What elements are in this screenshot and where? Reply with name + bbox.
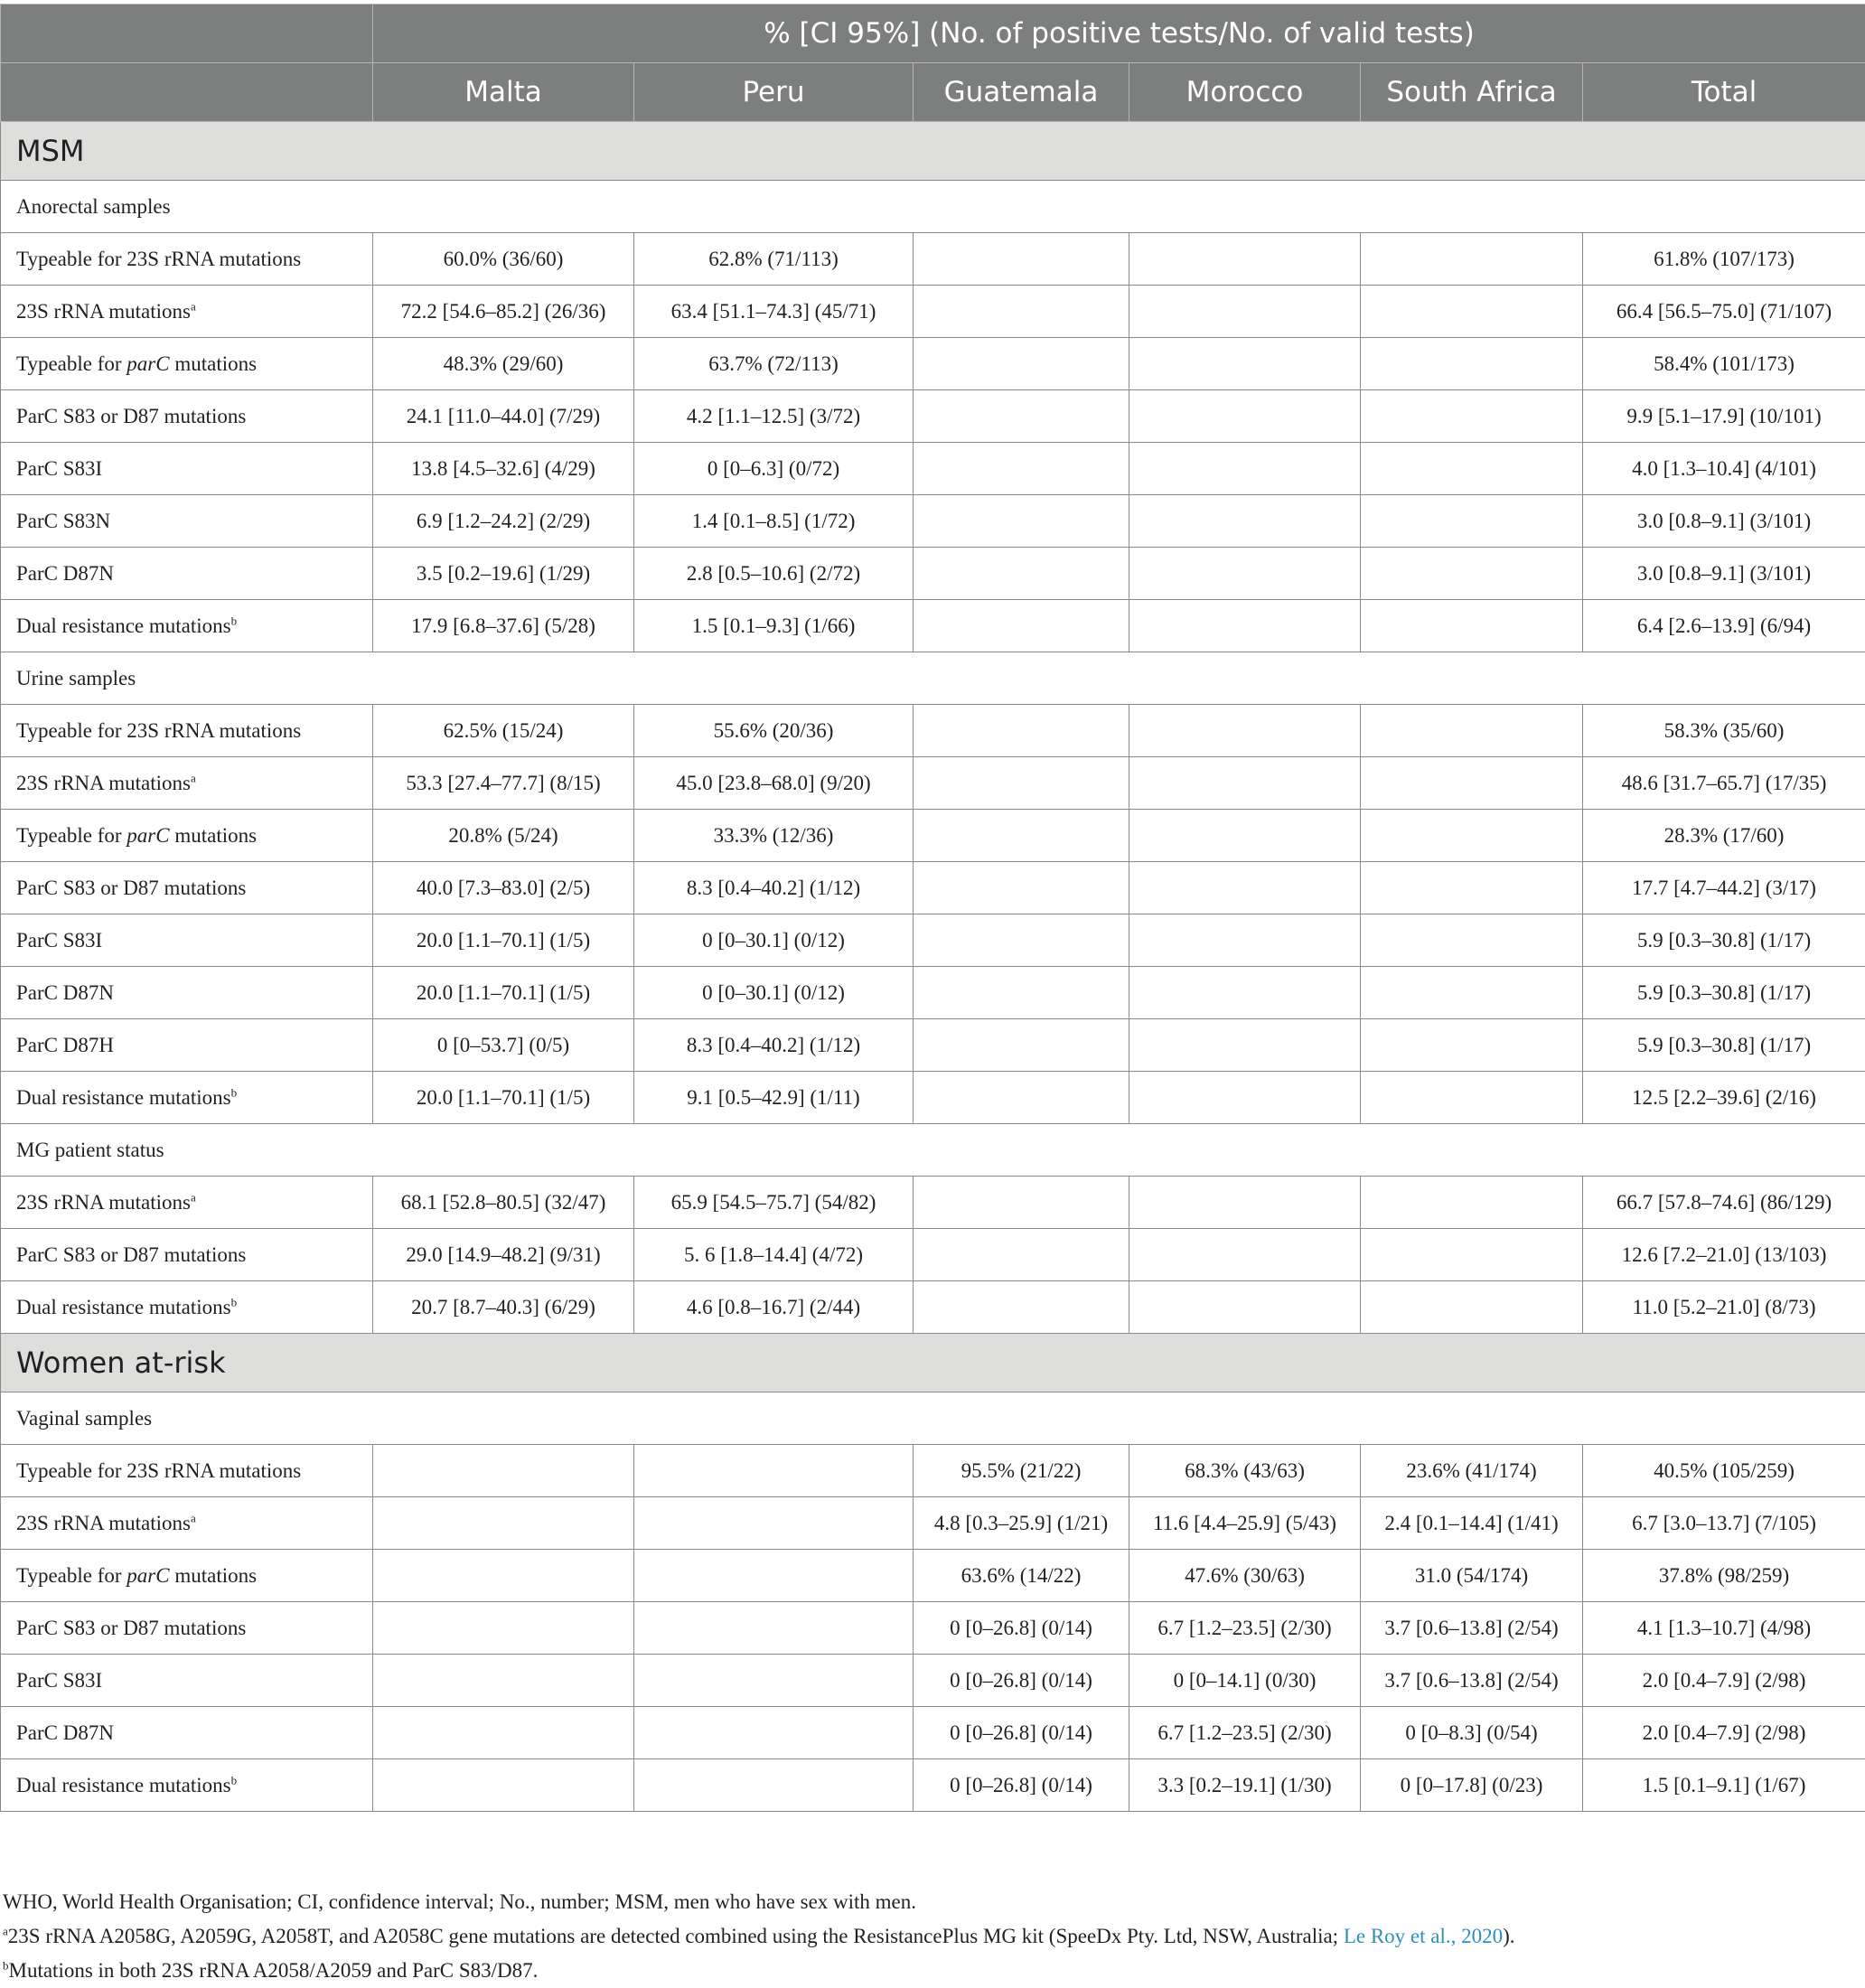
value-cell [1129, 286, 1361, 338]
section-row [1, 652, 1865, 705]
footnote-a [3, 1919, 1515, 1954]
row-label [1, 862, 373, 914]
value-cell [914, 967, 1129, 1019]
table-row [1, 600, 1865, 652]
value-cell: 4.2 [1.1–12.5] (3/72) [634, 390, 914, 443]
value-cell [1129, 338, 1361, 390]
table-footnotes [3, 1885, 1515, 1988]
value-cell [914, 443, 1129, 495]
table-row [1, 286, 1865, 338]
table-row [1, 705, 1865, 757]
value-cell [1361, 443, 1583, 495]
value-cell: 29.0 [14.9–48.2] (9/31) [373, 1229, 634, 1281]
footnote-a-mark: a [3, 1924, 8, 1937]
value-cell [634, 1445, 914, 1497]
row-label [1, 1281, 373, 1334]
value-cell: 62.8% (71/113) [634, 233, 914, 286]
value-cell: 6.4 [2.6–13.9] (6/94) [1583, 600, 1865, 652]
row-label-text: ParC S83I [16, 1669, 102, 1692]
table-row [1, 548, 1865, 600]
value-cell [914, 338, 1129, 390]
footnote-b-text: Mutations in both 23S rRNA A2058/A2059 and ParC S83/D87. [9, 1959, 539, 1982]
footnote-marker: a [191, 771, 196, 784]
value-cell [1361, 548, 1583, 600]
row-label-text: 23S rRNA mutations [16, 300, 191, 323]
value-cell [1361, 914, 1583, 967]
row-label-suffix: mutations [170, 1564, 257, 1587]
row-label-text: Typeable for [16, 1564, 127, 1587]
value-cell [914, 286, 1129, 338]
value-cell [1129, 757, 1361, 810]
value-cell [1361, 967, 1583, 1019]
row-label-text: ParC S83 or D87 mutations [16, 1243, 246, 1266]
table-row [1, 338, 1865, 390]
group-title: MSM [1, 122, 1865, 181]
value-cell: 1.5 [0.1–9.1] (1/67) [1583, 1759, 1865, 1812]
footnote-marker: a [191, 1511, 196, 1524]
citation-link[interactable]: Le Roy et al., 2020 [1344, 1925, 1503, 1947]
value-cell: 6.9 [1.2–24.2] (2/29) [373, 495, 634, 548]
value-cell: 40.5% (105/259) [1583, 1445, 1865, 1497]
value-cell [1129, 1229, 1361, 1281]
row-label [1, 967, 373, 1019]
value-cell [914, 600, 1129, 652]
value-cell [914, 1019, 1129, 1072]
row-label [1, 914, 373, 967]
value-cell: 24.1 [11.0–44.0] (7/29) [373, 390, 634, 443]
row-label-text: Typeable for 23S rRNA mutations [16, 719, 301, 742]
value-cell: 40.0 [7.3–83.0] (2/5) [373, 862, 634, 914]
value-cell [914, 1177, 1129, 1229]
value-cell: 5.9 [0.3–30.8] (1/17) [1583, 967, 1865, 1019]
value-cell: 4.1 [1.3–10.7] (4/98) [1583, 1602, 1865, 1655]
row-label [1, 1445, 373, 1497]
footnote-abbreviations: WHO, World Health Organisation; CI, confidence interval; No., number; MSM, men who have sex with men. [3, 1885, 1515, 1919]
value-cell [373, 1550, 634, 1602]
value-cell [1129, 1072, 1361, 1124]
row-label-text: ParC D87H [16, 1034, 114, 1056]
value-cell [1129, 443, 1361, 495]
section-title: Anorectal samples [1, 181, 1865, 233]
value-cell: 12.6 [7.2–21.0] (13/103) [1583, 1229, 1865, 1281]
value-cell [914, 1072, 1129, 1124]
row-label-text: 23S rRNA mutations [16, 1512, 191, 1534]
value-cell [373, 1759, 634, 1812]
value-cell [373, 1602, 634, 1655]
value-cell [373, 1497, 634, 1550]
row-label [1, 1602, 373, 1655]
value-cell [914, 810, 1129, 862]
value-cell: 0 [0–17.8] (0/23) [1361, 1759, 1583, 1812]
table-row [1, 810, 1865, 862]
span-title: % [CI 95%] (No. of positive tests/No. of valid tests) [373, 5, 1865, 63]
value-cell [1129, 862, 1361, 914]
value-cell: 4.8 [0.3–25.9] (1/21) [914, 1497, 1129, 1550]
value-cell [1129, 600, 1361, 652]
row-label-text: Dual resistance mutations [16, 1774, 231, 1796]
value-cell: 2.8 [0.5–10.6] (2/72) [634, 548, 914, 600]
table-row [1, 1177, 1865, 1229]
table-header [1, 5, 1865, 122]
table-row [1, 1072, 1865, 1124]
value-cell [914, 233, 1129, 286]
value-cell: 23.6% (41/174) [1361, 1445, 1583, 1497]
row-label-text: Typeable for 23S rRNA mutations [16, 1459, 301, 1482]
row-label-text: ParC S83I [16, 457, 102, 480]
value-cell: 1.4 [0.1–8.5] (1/72) [634, 495, 914, 548]
value-cell: 45.0 [23.8–68.0] (9/20) [634, 757, 914, 810]
row-label [1, 1497, 373, 1550]
value-cell: 0 [0–53.7] (0/5) [373, 1019, 634, 1072]
row-label [1, 705, 373, 757]
value-cell: 33.3% (12/36) [634, 810, 914, 862]
section-row [1, 181, 1865, 233]
section-title: Urine samples [1, 652, 1865, 705]
value-cell [1361, 286, 1583, 338]
row-label-text: ParC D87N [16, 562, 114, 585]
row-label-text: ParC D87N [16, 1721, 114, 1744]
corner-cell [1, 63, 373, 122]
section-title: MG patient status [1, 1124, 1865, 1177]
footnote-b [3, 1954, 1515, 1988]
footnote-marker: a [191, 1190, 196, 1204]
row-label [1, 757, 373, 810]
value-cell [1361, 495, 1583, 548]
value-cell [634, 1497, 914, 1550]
row-label [1, 233, 373, 286]
col-header-malta: Malta [373, 63, 634, 122]
value-cell: 4.0 [1.3–10.4] (4/101) [1583, 443, 1865, 495]
footnote-marker: a [191, 299, 196, 313]
row-label-text: ParC S83 or D87 mutations [16, 405, 246, 427]
value-cell [1361, 338, 1583, 390]
value-cell [914, 705, 1129, 757]
value-cell: 5. 6 [1.8–14.4] (4/72) [634, 1229, 914, 1281]
value-cell: 20.7 [8.7–40.3] (6/29) [373, 1281, 634, 1334]
section-row [1, 1393, 1865, 1445]
value-cell [1129, 810, 1361, 862]
row-label [1, 600, 373, 652]
table-row [1, 1445, 1865, 1497]
value-cell: 0 [0–26.8] (0/14) [914, 1707, 1129, 1759]
row-label [1, 338, 373, 390]
value-cell: 11.0 [5.2–21.0] (8/73) [1583, 1281, 1865, 1334]
table-row [1, 967, 1865, 1019]
value-cell [1129, 233, 1361, 286]
table-row [1, 862, 1865, 914]
table-row [1, 443, 1865, 495]
row-label-text: Dual resistance mutations [16, 1086, 231, 1109]
row-label-text: 23S rRNA mutations [16, 772, 191, 794]
table-row [1, 1759, 1865, 1812]
table-row [1, 1707, 1865, 1759]
value-cell [914, 1281, 1129, 1334]
value-cell: 3.3 [0.2–19.1] (1/30) [1129, 1759, 1361, 1812]
value-cell: 3.0 [0.8–9.1] (3/101) [1583, 548, 1865, 600]
row-label-text: ParC S83N [16, 510, 110, 532]
table-row [1, 1229, 1865, 1281]
value-cell [1129, 1177, 1361, 1229]
value-cell: 6.7 [1.2–23.5] (2/30) [1129, 1707, 1361, 1759]
value-cell [1129, 548, 1361, 600]
col-header-total: Total [1583, 63, 1865, 122]
value-cell: 53.3 [27.4–77.7] (8/15) [373, 757, 634, 810]
value-cell [914, 914, 1129, 967]
row-label [1, 1229, 373, 1281]
footnote-marker: b [231, 1085, 238, 1099]
value-cell: 2.4 [0.1–14.4] (1/41) [1361, 1497, 1583, 1550]
value-cell: 20.0 [1.1–70.1] (1/5) [373, 967, 634, 1019]
value-cell: 63.6% (14/22) [914, 1550, 1129, 1602]
value-cell [1361, 1019, 1583, 1072]
value-cell: 3.5 [0.2–19.6] (1/29) [373, 548, 634, 600]
value-cell: 66.4 [56.5–75.0] (71/107) [1583, 286, 1865, 338]
row-label [1, 1759, 373, 1812]
value-cell [914, 548, 1129, 600]
value-cell [1361, 810, 1583, 862]
value-cell: 48.6 [31.7–65.7] (17/35) [1583, 757, 1865, 810]
value-cell: 68.1 [52.8–80.5] (32/47) [373, 1177, 634, 1229]
value-cell [373, 1655, 634, 1707]
value-cell: 12.5 [2.2–39.6] (2/16) [1583, 1072, 1865, 1124]
value-cell [373, 1707, 634, 1759]
value-cell: 72.2 [54.6–85.2] (26/36) [373, 286, 634, 338]
value-cell: 3.7 [0.6–13.8] (2/54) [1361, 1655, 1583, 1707]
value-cell [914, 1229, 1129, 1281]
row-label [1, 1072, 373, 1124]
value-cell: 0 [0–26.8] (0/14) [914, 1759, 1129, 1812]
col-header-peru: Peru [634, 63, 914, 122]
col-header-south-africa: South Africa [1361, 63, 1583, 122]
value-cell [373, 1445, 634, 1497]
value-cell [1361, 705, 1583, 757]
value-cell [1129, 495, 1361, 548]
row-label-text: Dual resistance mutations [16, 614, 231, 637]
value-cell [1361, 1072, 1583, 1124]
table-row [1, 1655, 1865, 1707]
footnote-a-text: 23S rRNA A2058G, A2059G, A2058T, and A2058C gene mutations are detected combined using the ResistancePlus MG kit (SpeeDx Pty. Ltd, NSW, Australia; [8, 1925, 1344, 1947]
value-cell [1129, 705, 1361, 757]
value-cell: 0 [0–26.8] (0/14) [914, 1655, 1129, 1707]
table-row [1, 1281, 1865, 1334]
value-cell [914, 862, 1129, 914]
row-label-gene: parC [127, 352, 169, 375]
row-label-text: ParC S83 or D87 mutations [16, 1617, 246, 1639]
value-cell [1129, 1281, 1361, 1334]
row-label [1, 1019, 373, 1072]
table-row [1, 1602, 1865, 1655]
value-cell: 60.0% (36/60) [373, 233, 634, 286]
value-cell: 0 [0–8.3] (0/54) [1361, 1707, 1583, 1759]
value-cell [634, 1707, 914, 1759]
row-label-suffix: mutations [170, 824, 257, 847]
row-label [1, 548, 373, 600]
value-cell: 2.0 [0.4–7.9] (2/98) [1583, 1707, 1865, 1759]
table-body [1, 122, 1865, 1812]
table-row [1, 233, 1865, 286]
value-cell [1361, 1229, 1583, 1281]
footnote-marker: b [231, 1773, 238, 1786]
value-cell: 20.8% (5/24) [373, 810, 634, 862]
group-row [1, 1334, 1865, 1393]
row-label-text: Typeable for 23S rRNA mutations [16, 248, 301, 270]
row-label [1, 495, 373, 548]
value-cell: 6.7 [1.2–23.5] (2/30) [1129, 1602, 1361, 1655]
value-cell: 0 [0–14.1] (0/30) [1129, 1655, 1361, 1707]
row-label [1, 1550, 373, 1602]
row-label [1, 1707, 373, 1759]
value-cell: 0 [0–26.8] (0/14) [914, 1602, 1129, 1655]
value-cell: 5.9 [0.3–30.8] (1/17) [1583, 1019, 1865, 1072]
value-cell [1129, 390, 1361, 443]
row-label-text: ParC S83I [16, 929, 102, 952]
value-cell: 37.8% (98/259) [1583, 1550, 1865, 1602]
value-cell: 58.3% (35/60) [1583, 705, 1865, 757]
value-cell [1361, 862, 1583, 914]
value-cell [1361, 757, 1583, 810]
value-cell: 17.9 [6.8–37.6] (5/28) [373, 600, 634, 652]
value-cell [1361, 1281, 1583, 1334]
footnote-b-mark: b [3, 1958, 9, 1972]
table-row [1, 1550, 1865, 1602]
value-cell: 55.6% (20/36) [634, 705, 914, 757]
value-cell: 6.7 [3.0–13.7] (7/105) [1583, 1497, 1865, 1550]
footnote-marker: b [231, 1295, 238, 1308]
value-cell: 0 [0–30.1] (0/12) [634, 914, 914, 967]
value-cell [1129, 967, 1361, 1019]
value-cell [1361, 233, 1583, 286]
table-row [1, 1497, 1865, 1550]
value-cell: 68.3% (43/63) [1129, 1445, 1361, 1497]
row-label-text: Dual resistance mutations [16, 1296, 231, 1318]
row-label [1, 390, 373, 443]
col-header-morocco: Morocco [1129, 63, 1361, 122]
value-cell: 3.7 [0.6–13.8] (2/54) [1361, 1602, 1583, 1655]
value-cell: 66.7 [57.8–74.6] (86/129) [1583, 1177, 1865, 1229]
row-label-gene: parC [127, 1564, 169, 1587]
value-cell: 4.6 [0.8–16.7] (2/44) [634, 1281, 914, 1334]
value-cell: 65.9 [54.5–75.7] (54/82) [634, 1177, 914, 1229]
value-cell: 13.8 [4.5–32.6] (4/29) [373, 443, 634, 495]
value-cell: 20.0 [1.1–70.1] (1/5) [373, 1072, 634, 1124]
value-cell: 0 [0–6.3] (0/72) [634, 443, 914, 495]
value-cell [914, 757, 1129, 810]
table-row [1, 495, 1865, 548]
value-cell: 17.7 [4.7–44.2] (3/17) [1583, 862, 1865, 914]
value-cell [1129, 1019, 1361, 1072]
value-cell [1361, 390, 1583, 443]
value-cell: 11.6 [4.4–25.9] (5/43) [1129, 1497, 1361, 1550]
value-cell [914, 495, 1129, 548]
value-cell: 62.5% (15/24) [373, 705, 634, 757]
value-cell: 2.0 [0.4–7.9] (2/98) [1583, 1655, 1865, 1707]
footnote-a-end: ). [1503, 1925, 1514, 1947]
value-cell: 63.7% (72/113) [634, 338, 914, 390]
row-label-text: Typeable for [16, 352, 127, 375]
value-cell: 20.0 [1.1–70.1] (1/5) [373, 914, 634, 967]
value-cell: 5.9 [0.3–30.8] (1/17) [1583, 914, 1865, 967]
group-row [1, 122, 1865, 181]
value-cell [1129, 914, 1361, 967]
row-label [1, 1655, 373, 1707]
row-label-text: 23S rRNA mutations [16, 1191, 191, 1214]
value-cell [914, 390, 1129, 443]
value-cell: 63.4 [51.1–74.3] (45/71) [634, 286, 914, 338]
table-row [1, 390, 1865, 443]
row-label [1, 443, 373, 495]
value-cell: 61.8% (107/173) [1583, 233, 1865, 286]
value-cell: 1.5 [0.1–9.3] (1/66) [634, 600, 914, 652]
value-cell: 58.4% (101/173) [1583, 338, 1865, 390]
value-cell [634, 1602, 914, 1655]
value-cell: 9.1 [0.5–42.9] (1/11) [634, 1072, 914, 1124]
row-label [1, 810, 373, 862]
value-cell: 8.3 [0.4–40.2] (1/12) [634, 1019, 914, 1072]
value-cell [634, 1655, 914, 1707]
row-label [1, 1177, 373, 1229]
value-cell: 28.3% (17/60) [1583, 810, 1865, 862]
value-cell [634, 1550, 914, 1602]
col-header-guatemala: Guatemala [914, 63, 1129, 122]
group-title: Women at-risk [1, 1334, 1865, 1393]
row-label-text: Typeable for [16, 824, 127, 847]
row-label-gene: parC [127, 824, 169, 847]
value-cell: 9.9 [5.1–17.9] (10/101) [1583, 390, 1865, 443]
row-label-suffix: mutations [170, 352, 257, 375]
value-cell: 8.3 [0.4–40.2] (1/12) [634, 862, 914, 914]
value-cell: 95.5% (21/22) [914, 1445, 1129, 1497]
value-cell [1361, 1177, 1583, 1229]
table-row [1, 1019, 1865, 1072]
value-cell: 31.0 (54/174) [1361, 1550, 1583, 1602]
resistance-table [0, 4, 1865, 1812]
row-label [1, 286, 373, 338]
value-cell [1361, 600, 1583, 652]
corner-cell [1, 5, 373, 63]
value-cell: 0 [0–30.1] (0/12) [634, 967, 914, 1019]
table-row [1, 914, 1865, 967]
footnote-marker: b [231, 614, 238, 627]
value-cell: 48.3% (29/60) [373, 338, 634, 390]
table-row [1, 757, 1865, 810]
value-cell [634, 1759, 914, 1812]
value-cell: 47.6% (30/63) [1129, 1550, 1361, 1602]
row-label-text: ParC S83 or D87 mutations [16, 877, 246, 899]
value-cell: 3.0 [0.8–9.1] (3/101) [1583, 495, 1865, 548]
section-row [1, 1124, 1865, 1177]
section-title: Vaginal samples [1, 1393, 1865, 1445]
row-label-text: ParC D87N [16, 981, 114, 1004]
